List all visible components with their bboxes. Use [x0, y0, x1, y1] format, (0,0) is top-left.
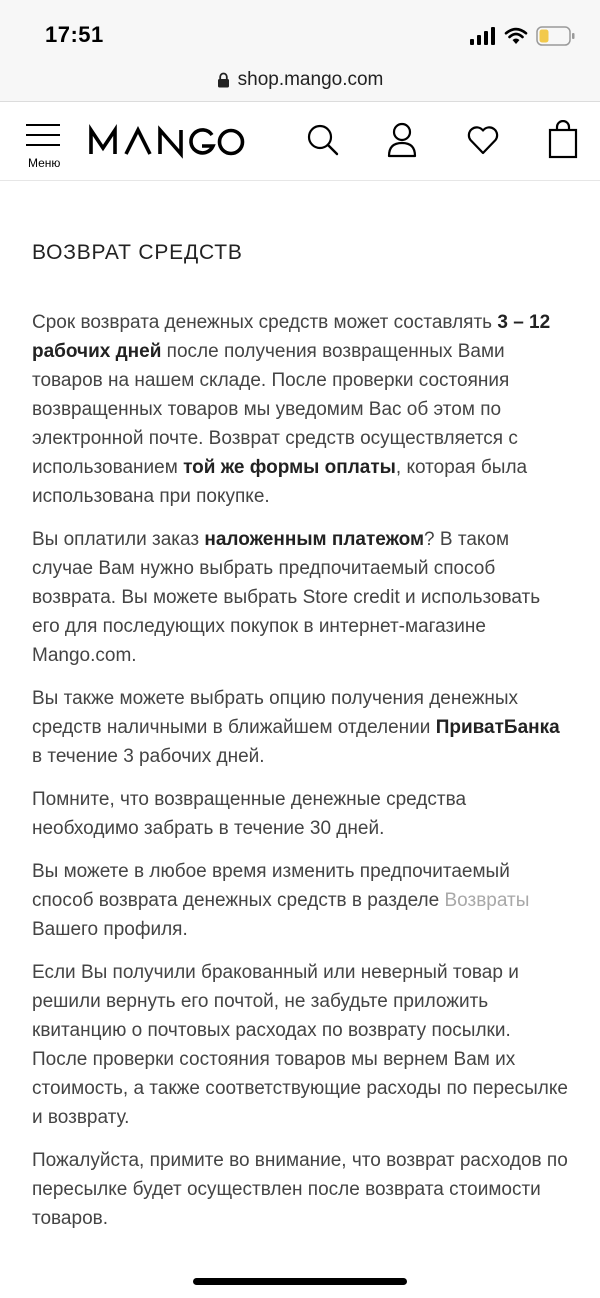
page-title: ВОЗВРАТ СРЕДСТВ	[32, 241, 243, 264]
battery-icon	[536, 26, 576, 46]
menu-label[interactable]: Меню	[28, 156, 61, 170]
defective-item-paragraph: Если Вы получили бракованный или неверный товар и решили вернуть его почтой, не забудьте приложить квитанцию о почтовых расходах по возврату посылки. После проверки состояния товаров мы вернем Вам их стоимость, а также соответствующие расходы по пересылке и возврату.	[32, 962, 568, 1128]
hamburger-icon	[26, 122, 60, 150]
heart-icon[interactable]	[466, 120, 500, 160]
change-method-paragraph: Вы можете в любое время изменить предпочитаемый способ возврата денежных средств в разделе Возвраты Вашего профиля.	[32, 861, 530, 940]
lock-icon	[217, 72, 230, 88]
search-icon[interactable]	[306, 120, 340, 160]
refund-period-highlight: 3 – 12 рабочих дней	[32, 312, 551, 362]
mango-logo[interactable]	[88, 122, 248, 162]
shipping-refund-paragraph: Пожалуйста, примите во внимание, что возврат расходов по пересылке будет осуществлен после возврата стоимости товаров.	[32, 1150, 568, 1229]
payment-method-highlight: той же формы оплаты	[183, 457, 396, 478]
bag-icon[interactable]	[548, 120, 578, 160]
status-icons	[470, 24, 576, 48]
signal-icon	[470, 27, 496, 45]
status-time: 17:51	[45, 22, 104, 47]
user-icon[interactable]	[386, 120, 418, 160]
status-bar	[0, 0, 600, 58]
refund-period-paragraph: Срок возврата денежных средств может составлять 3 – 12 рабочих дней после получения возвращенных Вами товаров на нашем складе. После проверки состояния возвращенных товаров мы уведомим Вас об этом по электронной почте. Возврат средств осуществляется с использованием той же формы оплаты, которая была использована при покупке.	[32, 312, 551, 507]
url-text[interactable]: shop.mango.com	[237, 68, 384, 90]
returns-link[interactable]: Возвраты	[444, 890, 530, 911]
cod-highlight: наложенным платежом	[204, 529, 425, 550]
bank-highlight: ПриватБанка	[435, 717, 560, 738]
wifi-icon	[504, 27, 528, 45]
home-indicator[interactable]	[193, 1278, 407, 1285]
site-header	[0, 102, 600, 181]
pickup-reminder-paragraph: Помните, что возвращенные денежные средства необходимо забрать в течение 30 дней.	[32, 789, 467, 839]
url-bar[interactable]	[0, 58, 600, 102]
cash-option-paragraph: Вы также можете выбрать опцию получения денежных средств наличными в ближайшем отделении ПриватБанка в течение 3 рабочих дней.	[32, 688, 560, 767]
cod-paragraph: Вы оплатили заказ наложенным платежом? В таком случае Вам нужно выбрать предпочитаемый способ возврата. Вы можете выбрать Store credit и использовать его для последующих покупок в интернет-магазине Mango.com.	[32, 529, 541, 666]
returns-content	[0, 181, 600, 1233]
